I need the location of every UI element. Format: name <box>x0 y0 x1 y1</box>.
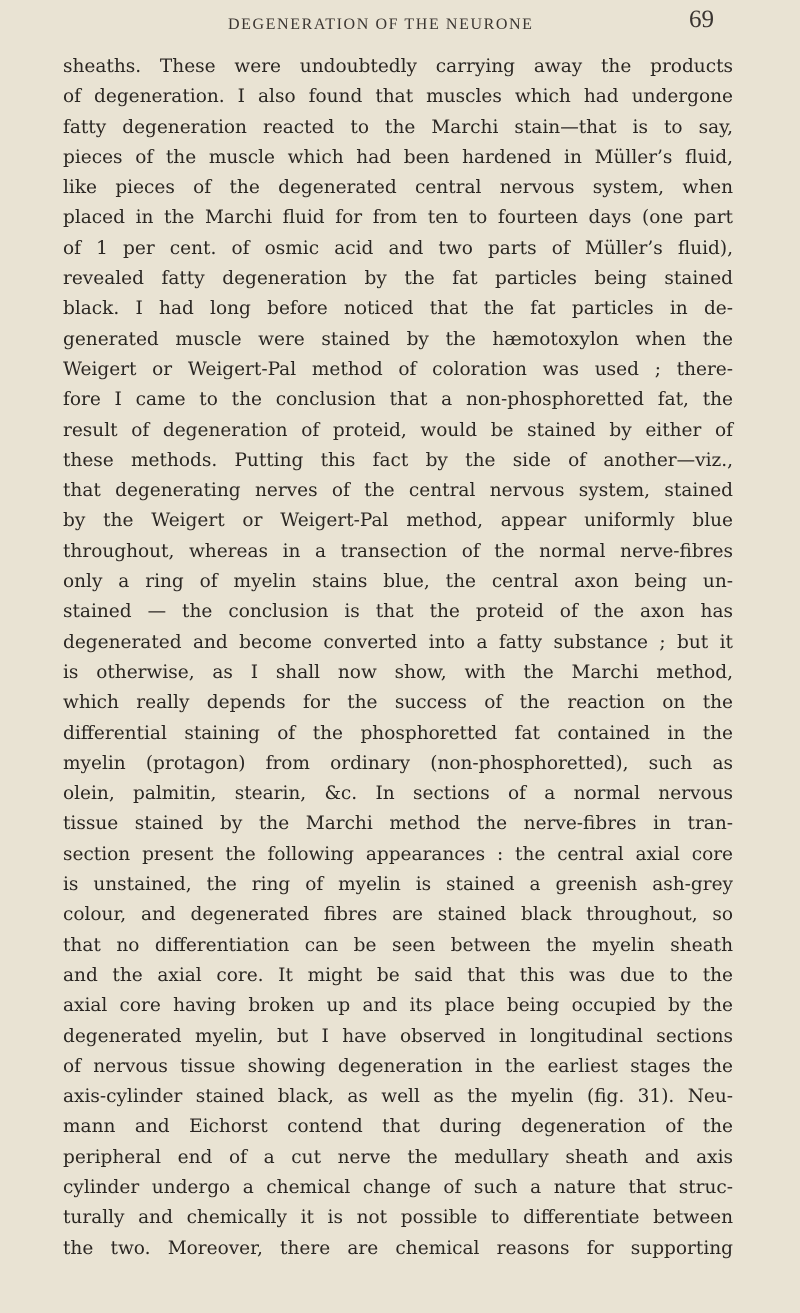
text-line: the two. Moreover, there are chemical reasons for supporting <box>63 1237 733 1259</box>
text-line: of 1 per cent. of osmic acid and two parts of Müller’s fluid), <box>63 237 733 259</box>
text-line: that degenerating nerves of the central nervous system, stained <box>63 480 733 502</box>
text-line: revealed fatty degeneration by the fat particles being stained <box>63 268 733 290</box>
text-line: mann and Eichorst contend that during degeneration of the <box>63 1116 733 1138</box>
text-line: that no differentiation can be seen between the myelin sheath <box>63 934 733 956</box>
text-line: tissue stained by the Marchi method the nerve-fibres in tran- <box>63 813 733 835</box>
text-line: of nervous tissue showing degeneration in the earliest stages the <box>63 1055 733 1077</box>
text-line: and the axial core. It might be said that this was due to the <box>63 964 733 986</box>
text-line: peripheral end of a cut nerve the medullary sheath and axis <box>63 1146 733 1168</box>
text-line: olein, palmitin, stearin, &c. In sections of a normal nervous <box>63 783 733 805</box>
text-line: fore I came to the conclusion that a non-phosphoretted fat, the <box>63 389 733 411</box>
page-number: 69 <box>689 6 714 33</box>
text-line: which really depends for the success of the reaction on the <box>63 692 733 714</box>
text-line: degenerated myelin, but I have observed in longitudinal sections <box>63 1025 733 1047</box>
text-line: is otherwise, as I shall now show, with the Marchi method, <box>63 661 733 683</box>
text-line: fatty degeneration reacted to the Marchi stain—that is to say, <box>63 116 733 138</box>
text-line: axis-cylinder stained black, as well as the myelin (fig. 31). Neu- <box>63 1086 733 1108</box>
text-line: these methods. Putting this fact by the side of another—viz., <box>63 449 733 471</box>
running-head <box>0 6 800 38</box>
text-line: generated muscle were stained by the hæmotoxylon when the <box>63 328 733 350</box>
running-title: DEGENERATION OF THE NEURONE <box>228 16 534 33</box>
text-line: degenerated and become converted into a fatty substance ; but it <box>63 631 733 653</box>
text-line: colour, and degenerated fibres are stained black throughout, so <box>63 904 733 926</box>
text-line: placed in the Marchi fluid for from ten to fourteen days (one part <box>63 207 733 229</box>
text-line: sheaths. These were undoubtedly carrying away the products <box>63 56 733 77</box>
text-line: is unstained, the ring of myelin is stained a greenish ash-grey <box>63 874 733 896</box>
text-line: black. I had long before noticed that the fat particles in de- <box>63 298 733 320</box>
text-line: differential staining of the phosphoretted fat contained in the <box>63 722 733 744</box>
body-paragraph <box>63 52 733 1264</box>
text-line: pieces of the muscle which had been hardened in Müller’s fluid, <box>63 146 733 168</box>
text-line: throughout, whereas in a transection of the normal nerve-fibres <box>63 540 733 562</box>
text-line: axial core having broken up and its place being occupied by the <box>63 995 733 1017</box>
text-line: Weigert or Weigert-Pal method of coloration was used ; there- <box>63 358 733 380</box>
text-line: myelin (protagon) from ordinary (non-phosphoretted), such as <box>63 752 733 774</box>
text-line: turally and chemically it is not possible to differentiate between <box>63 1207 733 1229</box>
text-line: section present the following appearances : the central axial core <box>63 843 733 865</box>
text-line: stained — the conclusion is that the proteid of the axon has <box>63 601 733 623</box>
text-line: cylinder undergo a chemical change of such a nature that struc- <box>63 1176 733 1198</box>
text-line: like pieces of the degenerated central nervous system, when <box>63 177 733 199</box>
text-line: only a ring of myelin stains blue, the central axon being un- <box>63 571 733 593</box>
text-line: by the Weigert or Weigert-Pal method, appear uniformly blue <box>63 510 733 532</box>
text-line: of degeneration. I also found that muscles which had undergone <box>63 86 733 108</box>
text-line: result of degeneration of proteid, would be stained by either of <box>63 419 733 441</box>
